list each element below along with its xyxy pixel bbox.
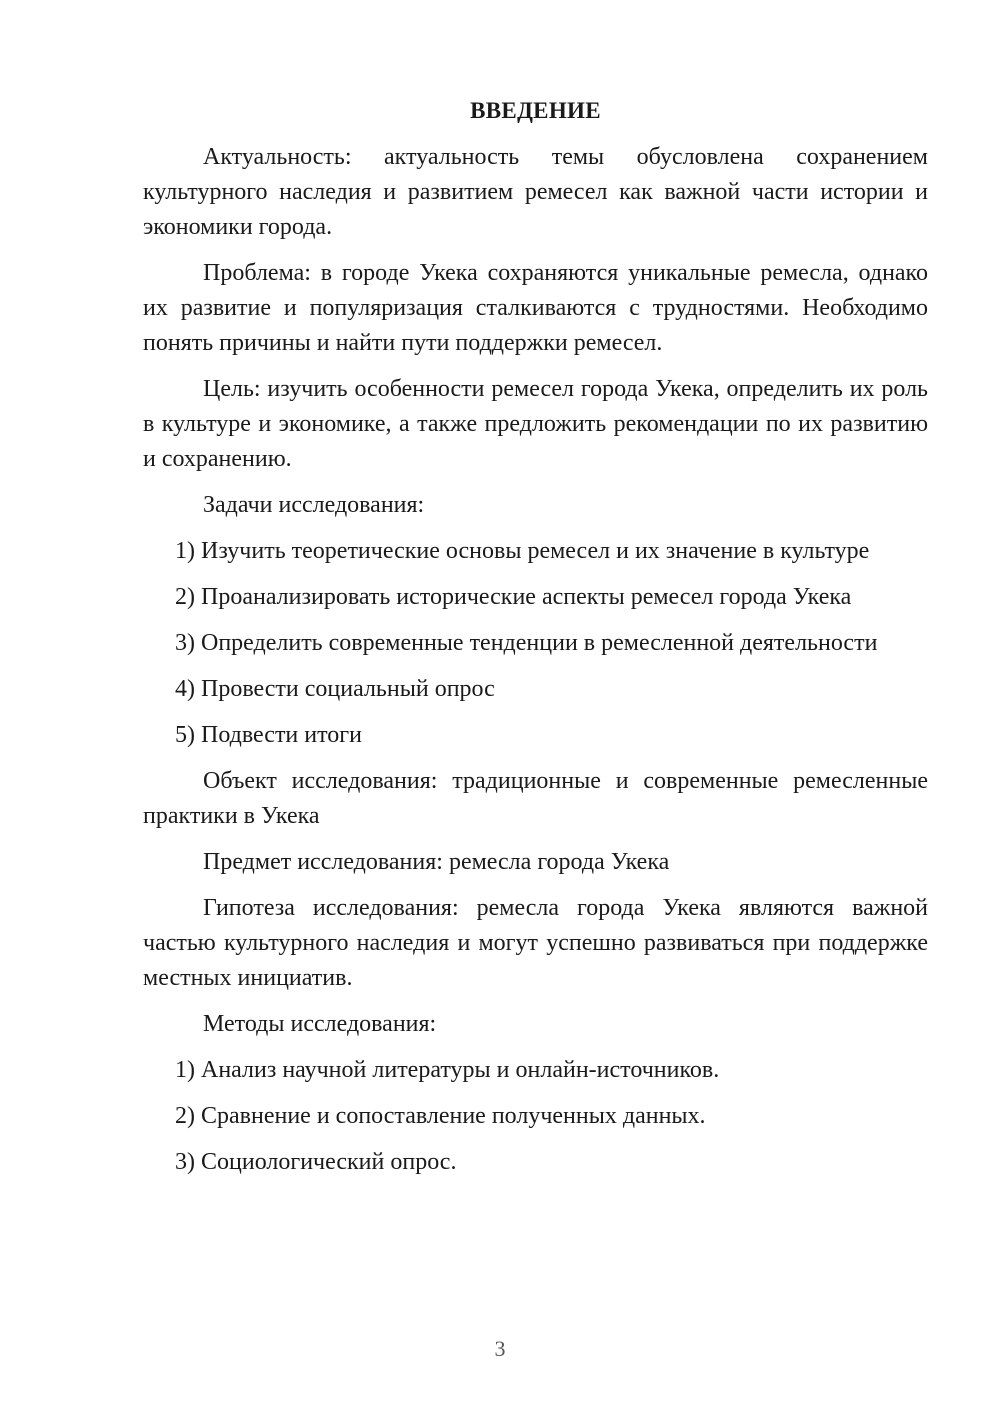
list-item: 2) Проанализировать исторические аспекты ремесел города Укека <box>175 584 852 610</box>
tasks-list <box>143 534 928 753</box>
object-paragraph: Объект исследования: традиционные и современные ремесленные практики в Укека <box>143 768 928 829</box>
section-title: ВВЕДЕНИЕ <box>470 98 601 123</box>
list-item: 1) Анализ научной литературы и онлайн-источников. <box>175 1057 720 1083</box>
methods-list <box>143 1053 928 1180</box>
goal-paragraph: Цель: изучить особенности ремесел города Укека, определить их роль в культуре и экономике, а также предложить рекомендации по их развитию и сохранению. <box>143 376 928 472</box>
page-number: 3 <box>494 1336 506 1361</box>
hypothesis-paragraph: Гипотеза исследования: ремесла города Укека являются важной частью культурного наследия и могут успешно развиваться при поддержке местных инициатив. <box>143 895 928 991</box>
subject-line: Предмет исследования: ремесла города Укека <box>203 849 670 875</box>
list-item: 3) Социологический опрос. <box>175 1149 457 1175</box>
list-item: 5) Подвести итоги <box>175 722 362 748</box>
list-item: 4) Провести социальный опрос <box>175 676 495 702</box>
list-item: 2) Сравнение и сопоставление полученных данных. <box>175 1103 706 1129</box>
list-item: 1) Изучить теоретические основы ремесел и их значение в культуре <box>175 538 870 564</box>
list-item: 3) Определить современные тенденции в ремесленной деятельности <box>175 630 878 656</box>
problem-paragraph: Проблема: в городе Укека сохраняются уникальные ремесла, однако их развитие и популяризация сталкиваются с трудностями. Необходимо понять причины и найти пути поддержки ремесел. <box>143 260 928 356</box>
tasks-heading: Задачи исследования: <box>203 492 425 518</box>
document-body <box>143 94 928 1191</box>
relevance-paragraph: Актуальность: актуальность темы обусловлена сохранением культурного наследия и развитием ремесел как важной части истории и экономики города. <box>143 144 928 240</box>
methods-heading: Методы исследования: <box>203 1011 437 1037</box>
